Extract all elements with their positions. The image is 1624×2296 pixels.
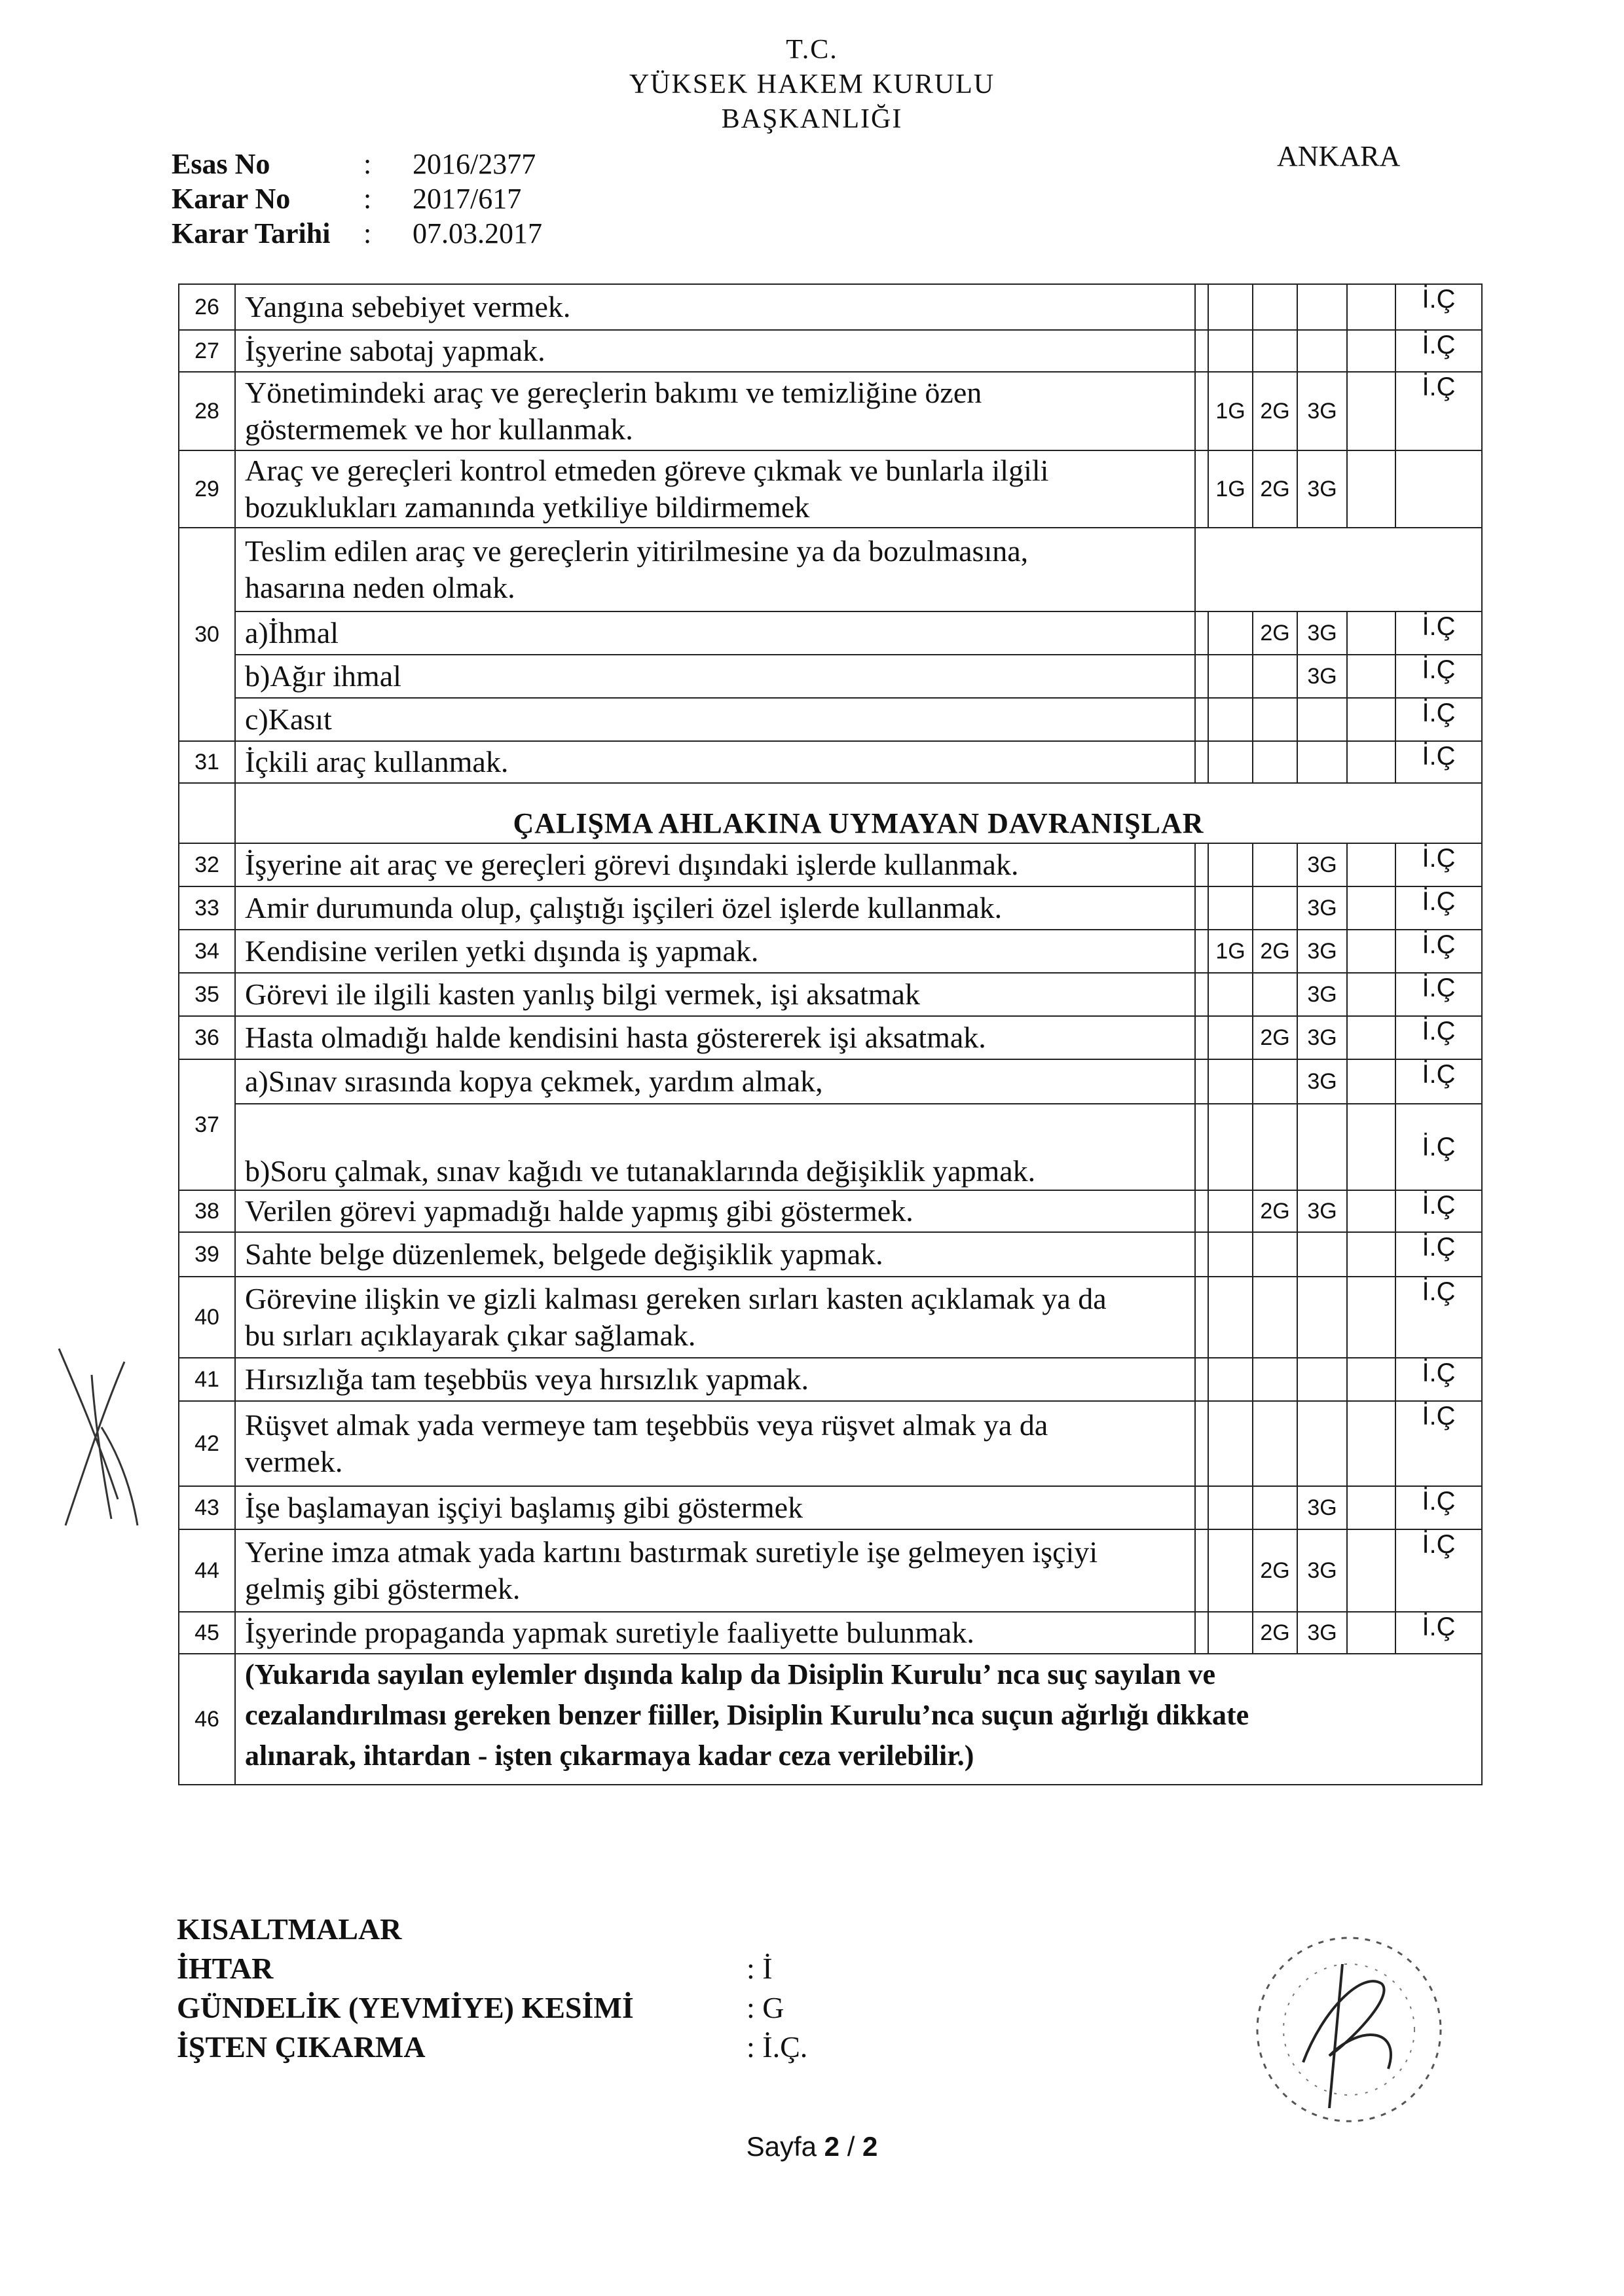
rule-text-line: bu sırları açıklayarak çıkar sağlamak.: [245, 1319, 696, 1352]
penalty-2g: [1253, 284, 1297, 330]
table-row: [179, 450, 1482, 528]
rule-subitem: a)İhmal: [235, 611, 1195, 655]
dismissal-mark: İ.Ç: [1395, 1277, 1482, 1358]
blank-cell: [1347, 450, 1395, 528]
rule-text: [235, 1016, 1195, 1059]
penalty-3g: 3G: [1297, 1016, 1347, 1059]
penalty-1g: [1208, 1277, 1253, 1358]
abbr-label: GÜNDELİK (YEVMİYE) KESİMİ: [177, 1991, 634, 2024]
rule-text: [235, 450, 1195, 528]
spacer-cell: [1195, 973, 1208, 1016]
rule-text: [235, 1190, 1195, 1232]
penalty-3g: 3G: [1297, 655, 1347, 698]
penalty-3g: 3G: [1297, 1612, 1347, 1654]
rule-text-line: Yangına sebebiyet vermek.: [245, 290, 571, 323]
abbr-label: İŞTEN ÇIKARMA: [177, 2030, 426, 2064]
blank-cell: [1347, 886, 1395, 930]
note-line: (Yukarıda sayılan eylemler dışında kalıp da Disiplin Kurulu’ nca suç sayılan ve: [245, 1658, 1216, 1690]
dismissal-mark: İ.Ç: [1395, 1612, 1482, 1654]
dismissal-mark: İ.Ç: [1395, 973, 1482, 1016]
dismissal-mark: İ.Ç: [1395, 1401, 1482, 1486]
table-row: [179, 1277, 1482, 1358]
penalty-3g: 3G: [1297, 611, 1347, 655]
row-number: 46: [179, 1654, 235, 1785]
rule-subitem: b)Ağır ihmal: [235, 655, 1195, 698]
blank-cell: [1347, 698, 1395, 741]
rule-text: [235, 284, 1195, 330]
dismissal-mark: İ.Ç: [1395, 741, 1482, 783]
rule-note: [235, 1654, 1482, 1785]
table-row: [179, 1654, 1482, 1785]
penalty-1g: [1208, 655, 1253, 698]
penalty-1g: [1208, 1486, 1253, 1529]
dismissal-mark: İ.Ç: [1395, 330, 1482, 372]
blank-cell: [1347, 1529, 1395, 1612]
table-row: [179, 528, 1482, 611]
table-row: [179, 1401, 1482, 1486]
rule-text-line: Verilen görevi yapmadığı halde yapmış gibi göstermek.: [245, 1194, 913, 1228]
header-institution: YÜKSEK HAKEM KURULU: [629, 69, 995, 100]
penalty-2g: 2G: [1253, 450, 1297, 528]
table-row: [179, 611, 1482, 655]
spacer-cell: [1195, 450, 1208, 528]
table-row: [179, 284, 1482, 330]
penalty-3g: [1297, 330, 1347, 372]
spacer-cell: [1195, 655, 1208, 698]
penalty-2g: 2G: [1253, 372, 1297, 450]
penalty-3g: [1297, 284, 1347, 330]
blank-cell: [1347, 930, 1395, 973]
dismissal-mark: İ.Ç: [1395, 843, 1482, 886]
table-body: [179, 284, 1482, 1785]
page-prefix: Sayfa: [746, 2131, 824, 2162]
penalty-2g: [1253, 655, 1297, 698]
dismissal-mark: İ.Ç: [1395, 284, 1482, 330]
abbr-value: : İ: [747, 1952, 773, 1985]
penalty-1g: [1208, 698, 1253, 741]
blank-cell: [1347, 1358, 1395, 1401]
row-number: 39: [179, 1232, 235, 1277]
blank-cell: [179, 783, 235, 843]
spacer-cell: [1195, 1612, 1208, 1654]
rule-text-line: Kendisine verilen yetki dışında iş yapmak.: [245, 934, 759, 968]
row-number: 38: [179, 1190, 235, 1232]
dismissal-mark: İ.Ç: [1395, 655, 1482, 698]
row-number: 37: [179, 1059, 235, 1190]
table-row: [179, 330, 1482, 372]
penalty-1g: [1208, 1190, 1253, 1232]
row-number: 36: [179, 1016, 235, 1059]
dismissal-mark: İ.Ç: [1395, 611, 1482, 655]
blank-cell: [1347, 1486, 1395, 1529]
rule-text-line: İşyerine sabotaj yapmak.: [245, 334, 545, 367]
blank-cell: [1347, 372, 1395, 450]
penalty-1g: 1G: [1208, 372, 1253, 450]
rule-text: [235, 973, 1195, 1016]
row-number: 43: [179, 1486, 235, 1529]
spacer-cell: [1195, 284, 1208, 330]
spacer-cell: [1195, 1401, 1208, 1486]
blank-cell: [1347, 611, 1395, 655]
rule-text: [235, 1232, 1195, 1277]
rule-text-line: Yönetimindeki araç ve gereçlerin bakımı ve temizliğine özen: [245, 376, 982, 409]
rule-text-line: Araç ve gereçleri kontrol etmeden göreve çıkmak ve bunlarla ilgili: [245, 454, 1049, 487]
table-row: [179, 1529, 1482, 1612]
blank-cell: [1347, 973, 1395, 1016]
dismissal-mark: İ.Ç: [1395, 372, 1482, 450]
rule-text-line: Yerine imza atmak yada kartını bastırmak suretiyle işe gelmeyen işçiyi: [245, 1535, 1098, 1569]
penalty-3g: [1297, 1232, 1347, 1277]
dismissal-mark: İ.Ç: [1395, 1104, 1482, 1190]
tarih-value: 07.03.2017: [413, 217, 542, 249]
row-number: 45: [179, 1612, 235, 1654]
penalty-2g: [1253, 1401, 1297, 1486]
dismissal-mark: İ.Ç: [1395, 930, 1482, 973]
esas-colon: :: [363, 148, 372, 180]
rule-subitem: a)Sınav sırasında kopya çekmek, yardım almak,: [235, 1059, 1195, 1104]
penalty-1g: [1208, 843, 1253, 886]
penalty-1g: 1G: [1208, 450, 1253, 528]
section-title: ÇALIŞMA AHLAKINA UYMAYAN DAVRANIŞLAR: [235, 783, 1482, 843]
row-number: 44: [179, 1529, 235, 1612]
penalty-2g: 2G: [1253, 930, 1297, 973]
rule-text: [235, 1358, 1195, 1401]
table-row: [179, 698, 1482, 741]
dismissal-mark: İ.Ç: [1395, 1232, 1482, 1277]
penalty-2g: [1253, 1277, 1297, 1358]
rule-text-line: Rüşvet almak yada vermeye tam teşebbüs veya rüşvet almak ya da: [245, 1408, 1048, 1442]
rule-text-line: Hırsızlığa tam teşebbüs veya hırsızlık yapmak.: [245, 1362, 809, 1396]
rule-text-line: İşyerinde propaganda yapmak suretiyle faaliyette bulunmak.: [245, 1616, 974, 1649]
blank-cell: [1347, 1401, 1395, 1486]
row-number: 35: [179, 973, 235, 1016]
page-total: 2: [862, 2131, 878, 2162]
spacer-cell: [1195, 330, 1208, 372]
karar-value: 2017/617: [413, 183, 522, 215]
penalty-2g: 2G: [1253, 1016, 1297, 1059]
penalty-2g: [1253, 698, 1297, 741]
penalty-3g: 3G: [1297, 1059, 1347, 1104]
blank-cell: [1347, 284, 1395, 330]
spacer-cell: [1195, 1529, 1208, 1612]
table-row: [179, 1104, 1482, 1190]
penalty-1g: [1208, 886, 1253, 930]
rule-text-line: Amir durumunda olup, çalıştığı işçileri özel işlerde kullanmak.: [245, 891, 1003, 924]
rule-text-line: Görevine ilişkin ve gizli kalması gereken sırları kasten açıklamak ya da: [245, 1282, 1107, 1315]
dismissal-mark: İ.Ç: [1395, 886, 1482, 930]
rule-text-line: hasarına neden olmak.: [245, 571, 515, 604]
penalty-3g: 3G: [1297, 930, 1347, 973]
row-number: 33: [179, 886, 235, 930]
blank-cell: [1347, 655, 1395, 698]
abbr-label: İHTAR: [177, 1952, 274, 1985]
table-row: [179, 741, 1482, 783]
dismissal-mark: [1395, 450, 1482, 528]
rule-text-line: İşyerine ait araç ve gereçleri görevi dışındaki işlerde kullanmak.: [245, 848, 1019, 881]
esas-value: 2016/2377: [413, 148, 536, 180]
penalty-3g: [1297, 698, 1347, 741]
penalty-1g: [1208, 1232, 1253, 1277]
karar-colon: :: [363, 183, 372, 215]
blank-cell: [1347, 1612, 1395, 1654]
table-row: [179, 1486, 1482, 1529]
penalty-1g: [1208, 284, 1253, 330]
penalty-3g: 3G: [1297, 372, 1347, 450]
tarih-label: Karar Tarihi: [172, 217, 331, 249]
rule-text: [235, 330, 1195, 372]
spacer-cell: [1195, 1358, 1208, 1401]
spacer-cell: [1195, 1486, 1208, 1529]
penalty-1g: [1208, 1401, 1253, 1486]
table-row: [179, 1016, 1482, 1059]
penalty-2g: [1253, 843, 1297, 886]
rule-text-line: Sahte belge düzenlemek, belgede değişiklik yapmak.: [245, 1237, 883, 1271]
rule-text: [235, 1277, 1195, 1358]
blank-cell: [1347, 843, 1395, 886]
rule-text-line: Teslim edilen araç ve gereçlerin yitirilmesine ya da bozulmasına,: [245, 534, 1029, 568]
rule-subitem: b)Soru çalmak, sınav kağıdı ve tutanaklarında değişiklik yapmak.: [235, 1104, 1195, 1190]
penalty-2g: 2G: [1253, 1190, 1297, 1232]
row-number: 42: [179, 1401, 235, 1486]
penalty-2g: [1253, 973, 1297, 1016]
blank-cell: [1347, 1016, 1395, 1059]
official-stamp-icon: [1231, 1912, 1467, 2147]
table-row: [179, 886, 1482, 930]
row-number: 28: [179, 372, 235, 450]
table-row: [179, 1612, 1482, 1654]
karar-label: Karar No: [172, 183, 291, 215]
discipline-table: [178, 283, 1483, 1785]
penalty-3g: [1297, 1358, 1347, 1401]
dismissal-mark: İ.Ç: [1395, 1190, 1482, 1232]
penalty-3g: [1297, 1277, 1347, 1358]
handwritten-initials-icon: [39, 1336, 151, 1539]
spacer-cell: [1195, 372, 1208, 450]
spacer-cell: [1195, 1190, 1208, 1232]
penalty-2g: [1253, 886, 1297, 930]
penalty-3g: 3G: [1297, 1486, 1347, 1529]
table-row: [179, 930, 1482, 973]
rule-text: [235, 1486, 1195, 1529]
row-number: 41: [179, 1358, 235, 1401]
table-row: [179, 1232, 1482, 1277]
penalty-1g: [1208, 1529, 1253, 1612]
penalty-3g: 3G: [1297, 886, 1347, 930]
penalty-2g: [1253, 1232, 1297, 1277]
rule-text: [235, 528, 1195, 611]
rule-text: [235, 1612, 1195, 1654]
table-row: [179, 1190, 1482, 1232]
penalty-3g: [1297, 1401, 1347, 1486]
rule-text-line: vermek.: [245, 1445, 343, 1478]
blank-cell: [1347, 1277, 1395, 1358]
row-number: 26: [179, 284, 235, 330]
penalty-1g: [1208, 1612, 1253, 1654]
spacer-cell: [1195, 1277, 1208, 1358]
penalty-3g: 3G: [1297, 973, 1347, 1016]
dismissal-mark: İ.Ç: [1395, 1529, 1482, 1612]
table-row: [179, 1358, 1482, 1401]
table-row: [179, 843, 1482, 886]
blank-cell: [1195, 528, 1482, 611]
row-number: 32: [179, 843, 235, 886]
table-row: [179, 1059, 1482, 1104]
penalty-2g: 2G: [1253, 1612, 1297, 1654]
spacer-cell: [1195, 611, 1208, 655]
dismissal-mark: İ.Ç: [1395, 1358, 1482, 1401]
row-number: 34: [179, 930, 235, 973]
row-number: 29: [179, 450, 235, 528]
note-line: alınarak, ihtardan - işten çıkarmaya kadar ceza verilebilir.): [245, 1740, 974, 1772]
dismissal-mark: İ.Ç: [1395, 698, 1482, 741]
dismissal-mark: İ.Ç: [1395, 1486, 1482, 1529]
row-number: 30: [179, 528, 235, 741]
rule-text-line: Görevi ile ilgili kasten yanlış bilgi vermek, işi aksatmak: [245, 977, 920, 1011]
spacer-cell: [1195, 930, 1208, 973]
rule-subitem: c)Kasıt: [235, 698, 1195, 741]
blank-cell: [1347, 1190, 1395, 1232]
rule-text: [235, 843, 1195, 886]
rule-text: [235, 886, 1195, 930]
blank-cell: [1347, 1232, 1395, 1277]
abbr-value: : İ.Ç.: [747, 2030, 808, 2064]
esas-label: Esas No: [172, 148, 270, 180]
rule-text-line: İşe başlamayan işçiyi başlamış gibi göstermek: [245, 1491, 803, 1524]
note-line: cezalandırılması gereken benzer fiiller, Disiplin Kurulu’nca suçun ağırlığı dikkate: [245, 1699, 1249, 1731]
spacer-cell: [1195, 1016, 1208, 1059]
rule-text-line: gelmiş gibi göstermek.: [245, 1572, 521, 1605]
spacer-cell: [1195, 1232, 1208, 1277]
penalty-2g: [1253, 1358, 1297, 1401]
penalty-1g: [1208, 611, 1253, 655]
page-number: [0, 2131, 1624, 2162]
header-tc: T.C.: [786, 35, 838, 65]
row-number: 27: [179, 330, 235, 372]
penalty-1g: [1208, 1358, 1253, 1401]
table-row: [179, 372, 1482, 450]
table-row: [179, 973, 1482, 1016]
abbreviations-title: KISALTMALAR: [177, 1912, 402, 1946]
spacer-cell: [1195, 843, 1208, 886]
penalty-3g: 3G: [1297, 1529, 1347, 1612]
penalty-1g: 1G: [1208, 930, 1253, 973]
spacer-cell: [1195, 886, 1208, 930]
penalty-2g: 2G: [1253, 1529, 1297, 1612]
rule-text: [235, 1401, 1195, 1486]
page-current: 2: [824, 2131, 840, 2162]
page-sep: /: [840, 2131, 863, 2162]
penalty-1g: [1208, 1016, 1253, 1059]
rule-text: [235, 1529, 1195, 1612]
abbr-value: : G: [747, 1991, 784, 2024]
row-number: 40: [179, 1277, 235, 1358]
penalty-1g: [1208, 973, 1253, 1016]
penalty-3g: 3G: [1297, 843, 1347, 886]
header-city: ANKARA: [1277, 140, 1401, 172]
blank-cell: [1347, 330, 1395, 372]
rule-text: [235, 372, 1195, 450]
rule-text-line: göstermemek ve hor kullanmak.: [245, 412, 633, 446]
rule-text: İçkili araç kullanmak.: [235, 741, 1195, 783]
row-number: 31: [179, 741, 235, 783]
dismissal-mark: İ.Ç: [1395, 1016, 1482, 1059]
dismissal-mark: İ.Ç: [1395, 1059, 1482, 1104]
penalty-3g: 3G: [1297, 450, 1347, 528]
penalty-2g: 2G: [1253, 611, 1297, 655]
header-department: BAŞKANLIĞI: [721, 104, 903, 134]
section-row: [179, 783, 1482, 843]
penalty-3g: 3G: [1297, 1190, 1347, 1232]
spacer-cell: [1195, 698, 1208, 741]
rule-text-line: Hasta olmadığı halde kendisini hasta göstererek işi aksatmak.: [245, 1021, 986, 1054]
table-row: [179, 655, 1482, 698]
rule-text-line: bozuklukları zamanında yetkiliye bildirmemek: [245, 490, 810, 524]
penalty-2g: [1253, 330, 1297, 372]
penalty-1g: [1208, 330, 1253, 372]
penalty-2g: [1253, 1486, 1297, 1529]
tarih-colon: :: [363, 217, 372, 249]
rule-text: [235, 930, 1195, 973]
